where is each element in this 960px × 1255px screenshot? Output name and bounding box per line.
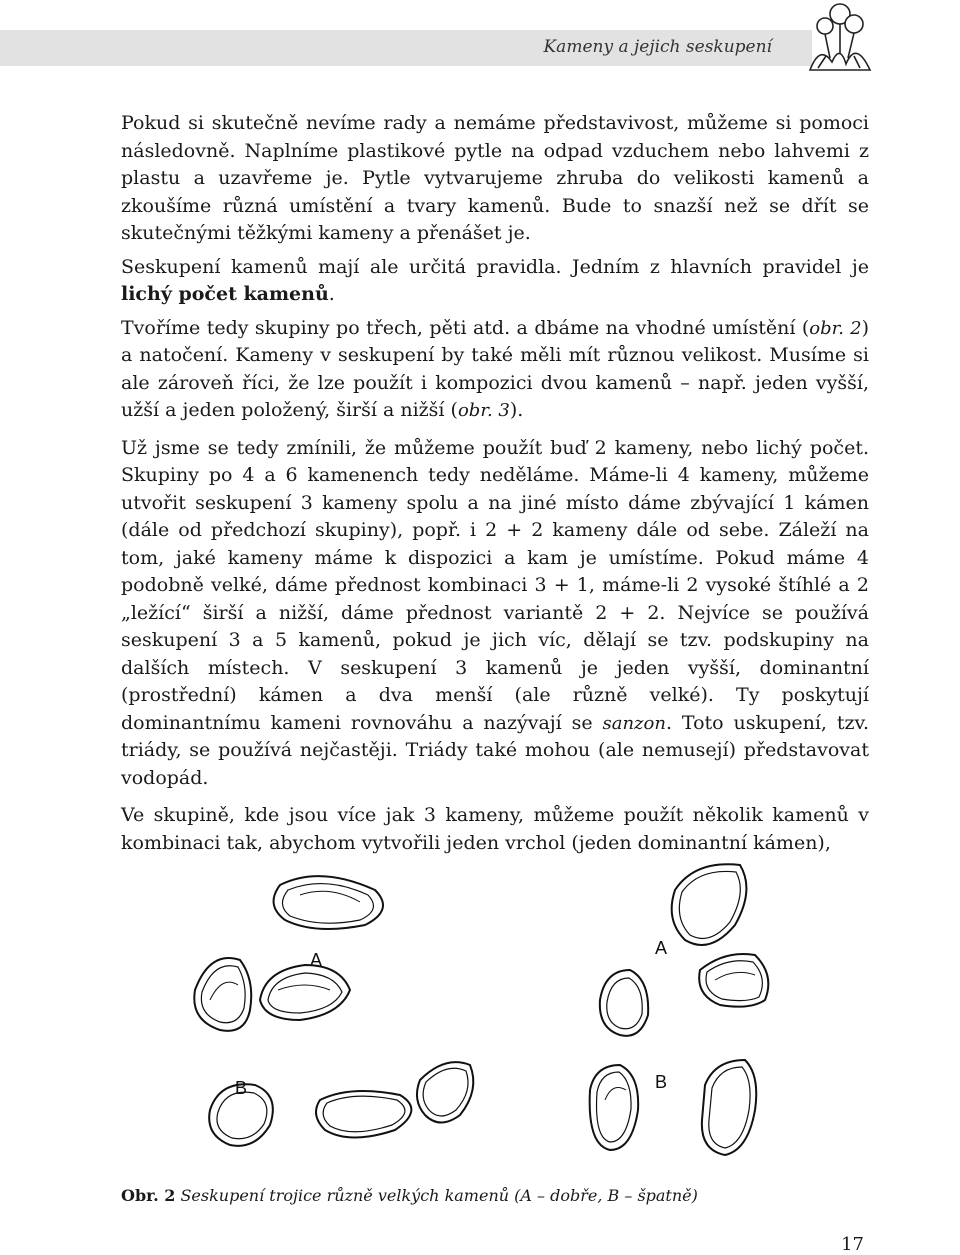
stone-sketch bbox=[600, 970, 648, 1036]
stone-sketch bbox=[260, 965, 350, 1020]
label-b-right: B bbox=[655, 1072, 668, 1092]
term-sanzon: sanzon bbox=[602, 712, 666, 734]
stone-sketch bbox=[702, 1060, 756, 1155]
mushroom-plant-logo-icon bbox=[800, 0, 878, 80]
paragraph-4 bbox=[121, 435, 869, 793]
stone-sketches bbox=[150, 850, 890, 1180]
paragraph-1: Pokud si skutečně nevíme rady a nemáme představivost, můžeme si pomoci následovně. Naplníme plastikové pytle na odpad vzduchem nebo lahvemi z plastu a uzavřeme je. Pytle vytvarujeme zhruba do velikosti kamenů a zkoušíme různá umístění a tvary kamenů. Bude to snazší než se dřít se skutečnými těžkými kameny a přenášet je. bbox=[121, 112, 869, 244]
stone-sketch bbox=[316, 1091, 411, 1138]
stone-sketch bbox=[194, 958, 251, 1031]
label-b-left: B bbox=[235, 1078, 248, 1098]
label-a-right: A bbox=[655, 938, 668, 958]
caption-prefix: Obr. 2 bbox=[121, 1186, 176, 1205]
stone-sketch bbox=[274, 876, 383, 929]
paragraph-2-end: . bbox=[328, 283, 335, 305]
stone-grouping-figure bbox=[150, 850, 890, 1180]
stone-sketch bbox=[672, 864, 747, 945]
paragraph-2 bbox=[121, 254, 869, 309]
paragraph-3-b: ) a natočení. Kameny v seskupení by také měli mít různou velikost. Musíme si ale zároveň říci, že lze použít i kompozici dvou kamenů – např. jeden vyšší, užší a jeden položený, širší a nižší ( bbox=[121, 316, 869, 421]
header-bar bbox=[0, 30, 812, 66]
paragraph-4-a: Už jsme se tedy zmínili, že můžeme použít buď 2 kameny, nebo lichý počet. Skupiny po 4 a 6 kamenench tedy neděláme. Máme-li 4 kameny, můžeme utvořit seskupení 3 kameny spolu a na jiné místo dáme zbývající 1 kámen (dále od předchozí skupiny), popř. i 2 + 2 kameny dále od sebe. Záleží na tom, jaké kameny máme k dispozici a kam je umístíme. Pokud máme 4 podobně velké, dáme přednost kombinaci 3 + 1, máme-li 2 vysoké štíhlé a 2 „ležící“ širší a nižší, dáme přednost variantě 2 + 2. Nejvíce se používá seskupení 3 a 5 kamenů, pokud je jich víc, dělají se tzv. podskupiny na dalších místech. V seskupení 3 kamenů je jeden vyšší, dominantní (prostřední) kámen a dva menší (ale různě velké). Ty poskytují dominantnímu kameni rovnováhu a nazývají se bbox=[121, 436, 869, 734]
page-number: 17 bbox=[841, 1234, 864, 1255]
caption-text: Seskupení trojice různě velkých kamenů (A – dobře, B – špatně) bbox=[175, 1186, 698, 1205]
body-text bbox=[121, 110, 869, 867]
paragraph-5: Ve skupině, kde jsou více jak 3 kameny, můžeme použít několik kamenů v kombinaci tak, abychom vytvořili jeden vrchol (jeden dominantní kámen), bbox=[121, 804, 869, 854]
running-header-title: Kameny a jejich seskupení bbox=[543, 37, 772, 57]
stone-sketch bbox=[590, 1065, 639, 1150]
stone-sketch bbox=[699, 954, 768, 1007]
bold-term: lichý počet kamenů bbox=[121, 283, 329, 305]
paragraph-4-b: . Toto uskupení, tzv. triády, se používá nejčastěji. Triády také mohou (ale nemusejí) představovat vodopád. bbox=[121, 711, 869, 789]
figure-caption bbox=[121, 1186, 698, 1205]
figure-reference-2: obr. 2 bbox=[809, 317, 862, 339]
paragraph-3-a: Tvoříme tedy skupiny po třech, pěti atd. a dbáme na vhodné umístění ( bbox=[121, 316, 810, 339]
paragraph-3 bbox=[121, 315, 869, 425]
label-a-left: A bbox=[310, 950, 323, 970]
paragraph-3-c: ). bbox=[509, 399, 524, 421]
figure-reference-3: obr. 3 bbox=[457, 400, 510, 421]
paragraph-2-text: Seskupení kamenů mají ale určitá pravidla. Jedním z hlavních pravidel je bbox=[121, 255, 869, 278]
stone-sketch bbox=[417, 1062, 473, 1122]
